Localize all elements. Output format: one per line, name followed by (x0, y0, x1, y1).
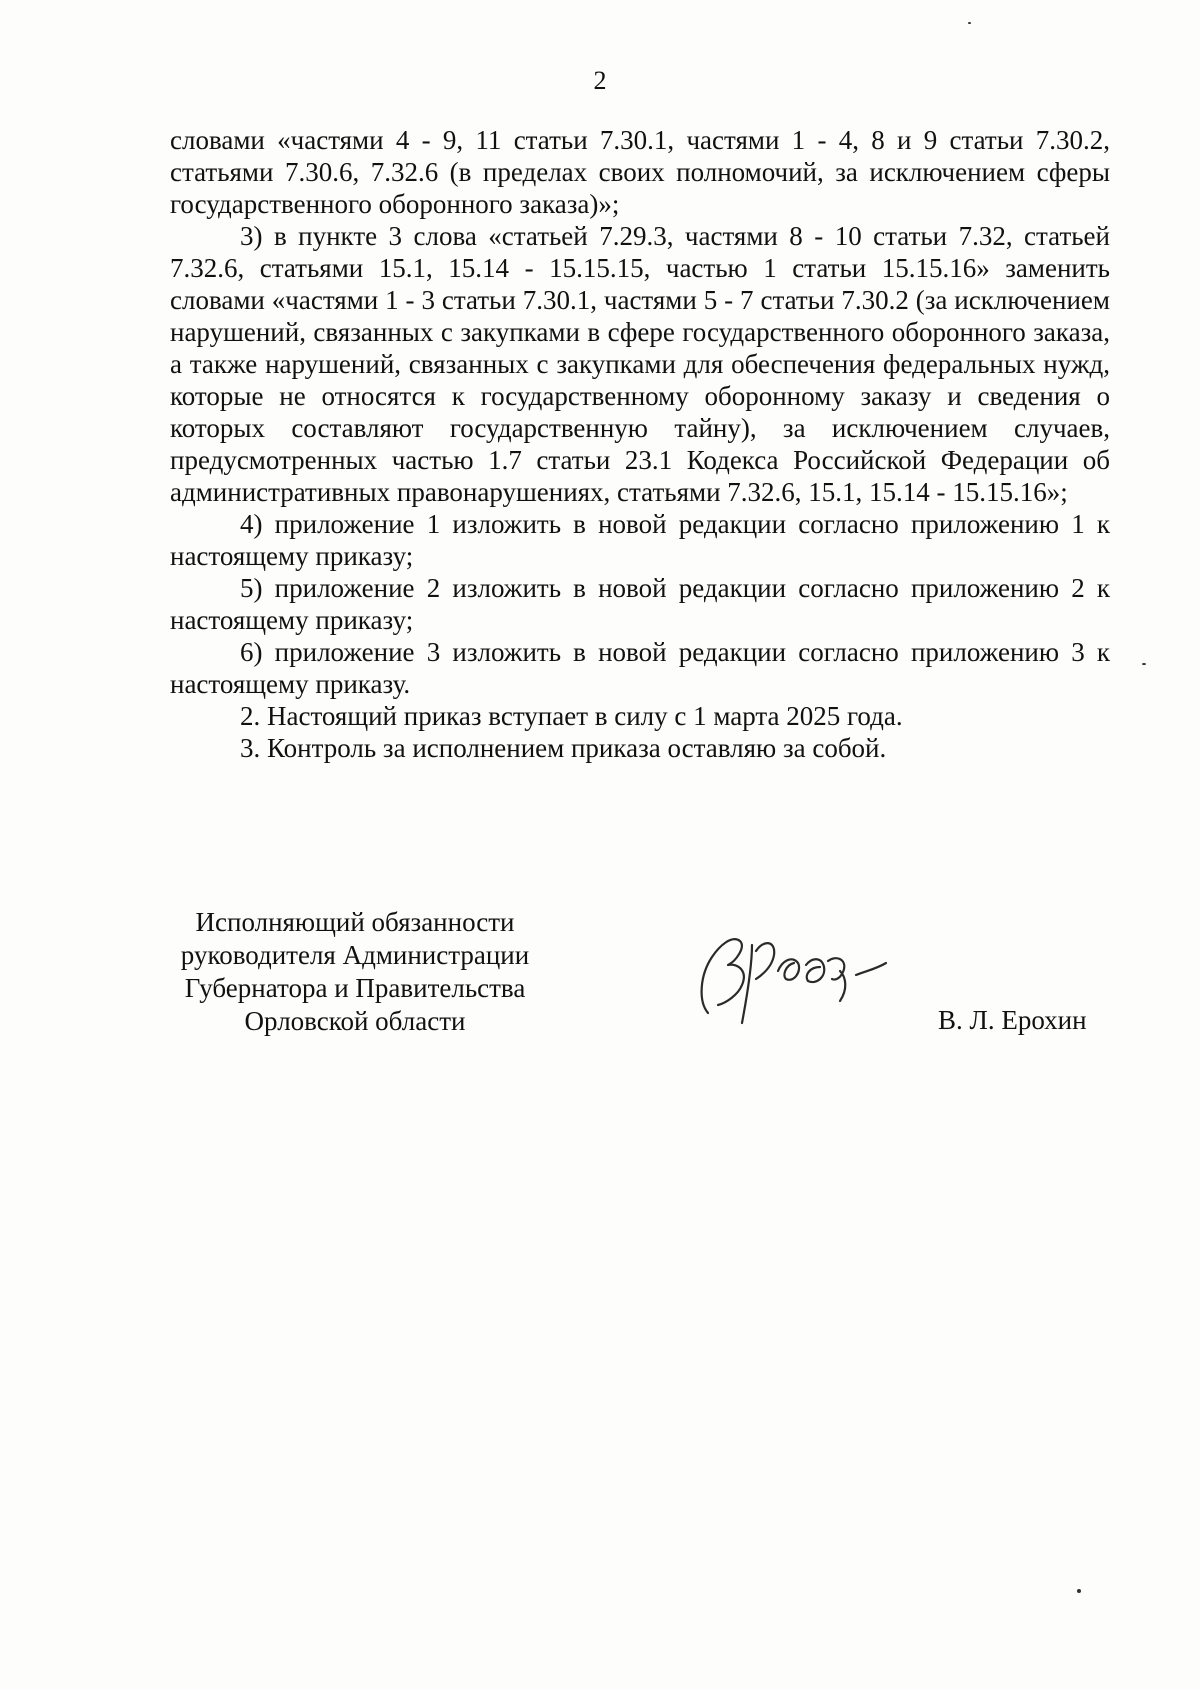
signer-name: В. Л. Ерохин (938, 1005, 1087, 1035)
paragraph-item-4: 4) приложение 1 изложить в новой редакции согласно приложению 1 к настоящему приказу; (170, 509, 1110, 571)
paragraph-continuation: словами «частями 4 - 9, 11 статьи 7.30.1, частями 1 - 4, 8 и 9 статьи 7.30.2, статьями 7.30.6, 7.32.6 (в пределах своих полномочий, за исключением сферы государственного оборонного заказа)»; (170, 125, 1110, 219)
scan-speck (968, 22, 971, 24)
scan-speck (1077, 1589, 1081, 1593)
position-line: Орловской области (244, 1006, 466, 1036)
document-body (170, 124, 1110, 764)
page-number: 2 (593, 66, 607, 95)
scan-speck (1142, 663, 1146, 665)
paragraph-item-5: 5) приложение 2 изложить в новой редакции согласно приложению 2 к настоящему приказу; (170, 573, 1110, 635)
paragraph-item-6: 6) приложение 3 изложить в новой редакции согласно приложению 3 к настоящему приказу. (170, 637, 1110, 699)
position-line: руководителя Администрации (180, 940, 530, 970)
signatory-position (160, 906, 550, 1038)
position-line: Исполняющий обязанности (195, 907, 515, 937)
paragraph-clause-3: 3. Контроль за исполнением приказа оставляю за собой. (240, 733, 887, 763)
paragraph-clause-2: 2. Настоящий приказ вступает в силу с 1 марта 2025 года. (240, 701, 903, 731)
paragraph-item-3: 3) в пункте 3 слова «статьей 7.29.3, частями 8 - 10 статьи 7.32, статьей 7.32.6, статьями 15.1, 15.14 - 15.15.15, частью 1 статьи 15.15.16» заменить словами «частями 1 - 3 статьи 7.30.1, частями 5 - 7 статьи 7.30.2 (за исключением нарушений, связанных с закупками в сфере государственного оборонного заказа, а также нарушений, связанных с закупками для обеспечения федеральных нужд, которые не относятся к государственному оборонному заказу и сведения о которых составляют государственную тайну), за исключением случаев, предусмотренных частью 1.7 статьи 23.1 Кодекса Российской Федерации об административных правонарушениях, статьями 7.32.6, 15.1, 15.14 - 15.15.16»; (170, 221, 1110, 507)
handwritten-signature (690, 905, 940, 1035)
position-line: Губернатора и Правительства (184, 973, 526, 1003)
